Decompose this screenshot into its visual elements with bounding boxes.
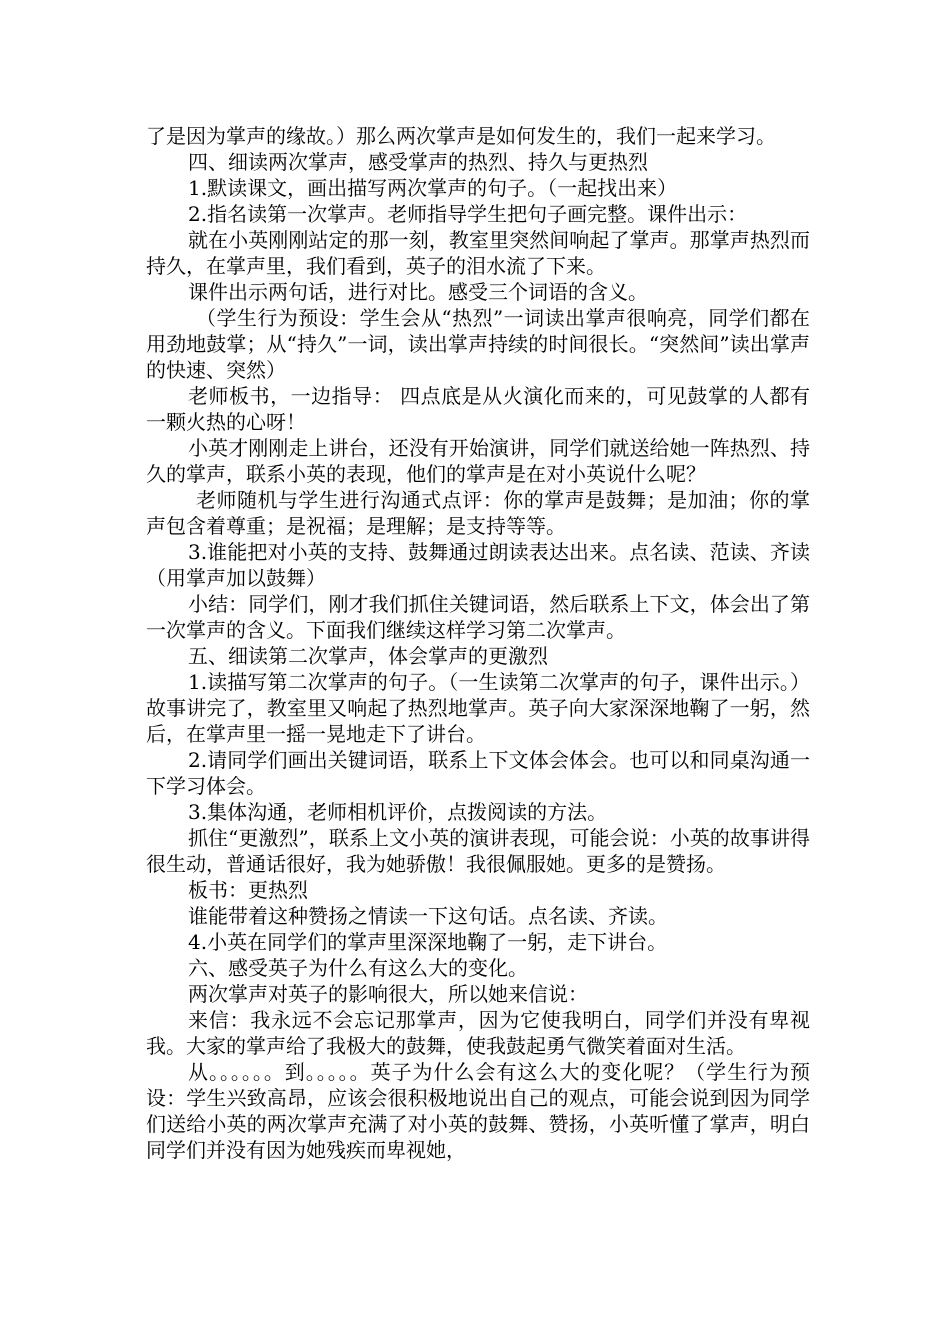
section-heading: 四、细读两次掌声，感受掌声的热烈、持久与更热烈 [188,150,648,174]
paragraph: 小结：同学们，刚才我们抓住关键词语，然后联系上下文，体会出了第一次掌声的含义。下面我们继续这样学习第二次掌声。 [146,592,810,642]
paragraph: 了是因为掌声的缘故。）那么两次掌声是如何发生的，我们一起来学习。 [146,124,776,148]
paragraph: 课件出示两句话，进行对比。感受三个词语的含义。 [188,280,648,304]
paragraph: 来信：我永远不会忘记那掌声，因为它使我明白，同学们并没有卑视我。大家的掌声给了我极大的鼓舞，使我鼓起勇气微笑着面对生活。 [146,1008,810,1058]
paragraph: 抓住“更激烈”，联系上文小英的演讲表现，可能会说：小英的故事讲得很生动，普通话很好，我为她骄傲！我很佩服她。更多的是赞扬。 [146,826,810,876]
paragraph: 老师板书，一边指导： 四点底是从火演化而来的，可见鼓掌的人都有一颗火热的心呀！ [146,384,810,434]
section-heading: 六、感受英子为什么有这么大的变化。 [188,956,528,980]
paragraph: 两次掌声对英子的影响很大，所以她来信说： [188,982,588,1006]
paragraph: 2.指名读第一次掌声。老师指导学生把句子画完整。课件出示： [188,202,748,226]
section-heading: 五、细读第二次掌声，体会掌声的更激烈 [188,644,548,668]
paragraph: 3.集体沟通，老师相机评价，点拨阅读的方法。 [188,800,608,824]
paragraph: 谁能带着这种赞扬之情读一下这句话。点名读、齐读。 [188,904,668,928]
paragraph: 小英才刚刚走上讲台，还没有开始演讲，同学们就送给她一阵热烈、持久的掌声，联系小英的表现，他们的掌声是在对小英说什么呢？ [146,436,810,486]
document-body [146,123,810,1163]
paragraph: 1.读描写第二次掌声的句子。（一生读第二次掌声的句子，课件出示。）故事讲完了，教室里又响起了热烈地掌声。英子向大家深深地鞠了一躬，然后，在掌声里一摇一晃地走下了讲台。 [146,670,810,746]
paragraph: 老师随机与学生进行沟通式点评：你的掌声是鼓舞；是加油；你的掌声包含着尊重；是祝福；是理解；是支持等等。 [146,488,810,538]
paragraph: （学生行为预设：学生会从“热烈”一词读出掌声很响亮，同学们都在用劲地鼓掌；从“持久”一词，读出掌声持续的时间很长。“突然间”读出掌声的快速、突然） [146,306,810,382]
paragraph: 从。。。。。。到。。。。。英子为什么会有这么大的变化呢？（学生行为预设：学生兴致高昂，应该会很积极地说出自己的观点，可能会说到因为同学们送给小英的两次掌声充满了对小英的鼓舞、赞扬，小英听懂了掌声，明白同学们并没有因为她残疾而卑视她， [146,1060,810,1162]
paragraph: 2.请同学们画出关键词语，联系上下文体会体会。也可以和同桌沟通一下学习体会。 [146,748,810,798]
paragraph: 就在小英刚刚站定的那一刻，教室里突然间响起了掌声。那掌声热烈而持久，在掌声里，我们看到，英子的泪水流了下来。 [146,228,810,278]
paragraph: 3.谁能把对小英的支持、鼓舞通过朗读表达出来。点名读、范读、齐读（用掌声加以鼓舞） [146,540,810,590]
paragraph: 4.小英在同学们的掌声里深深地鞠了一躬，走下讲台。 [188,930,668,954]
paragraph: 板书：更热烈 [188,878,308,902]
paragraph: 1.默读课文，画出描写两次掌声的句子。（一起找出来） [188,176,678,200]
